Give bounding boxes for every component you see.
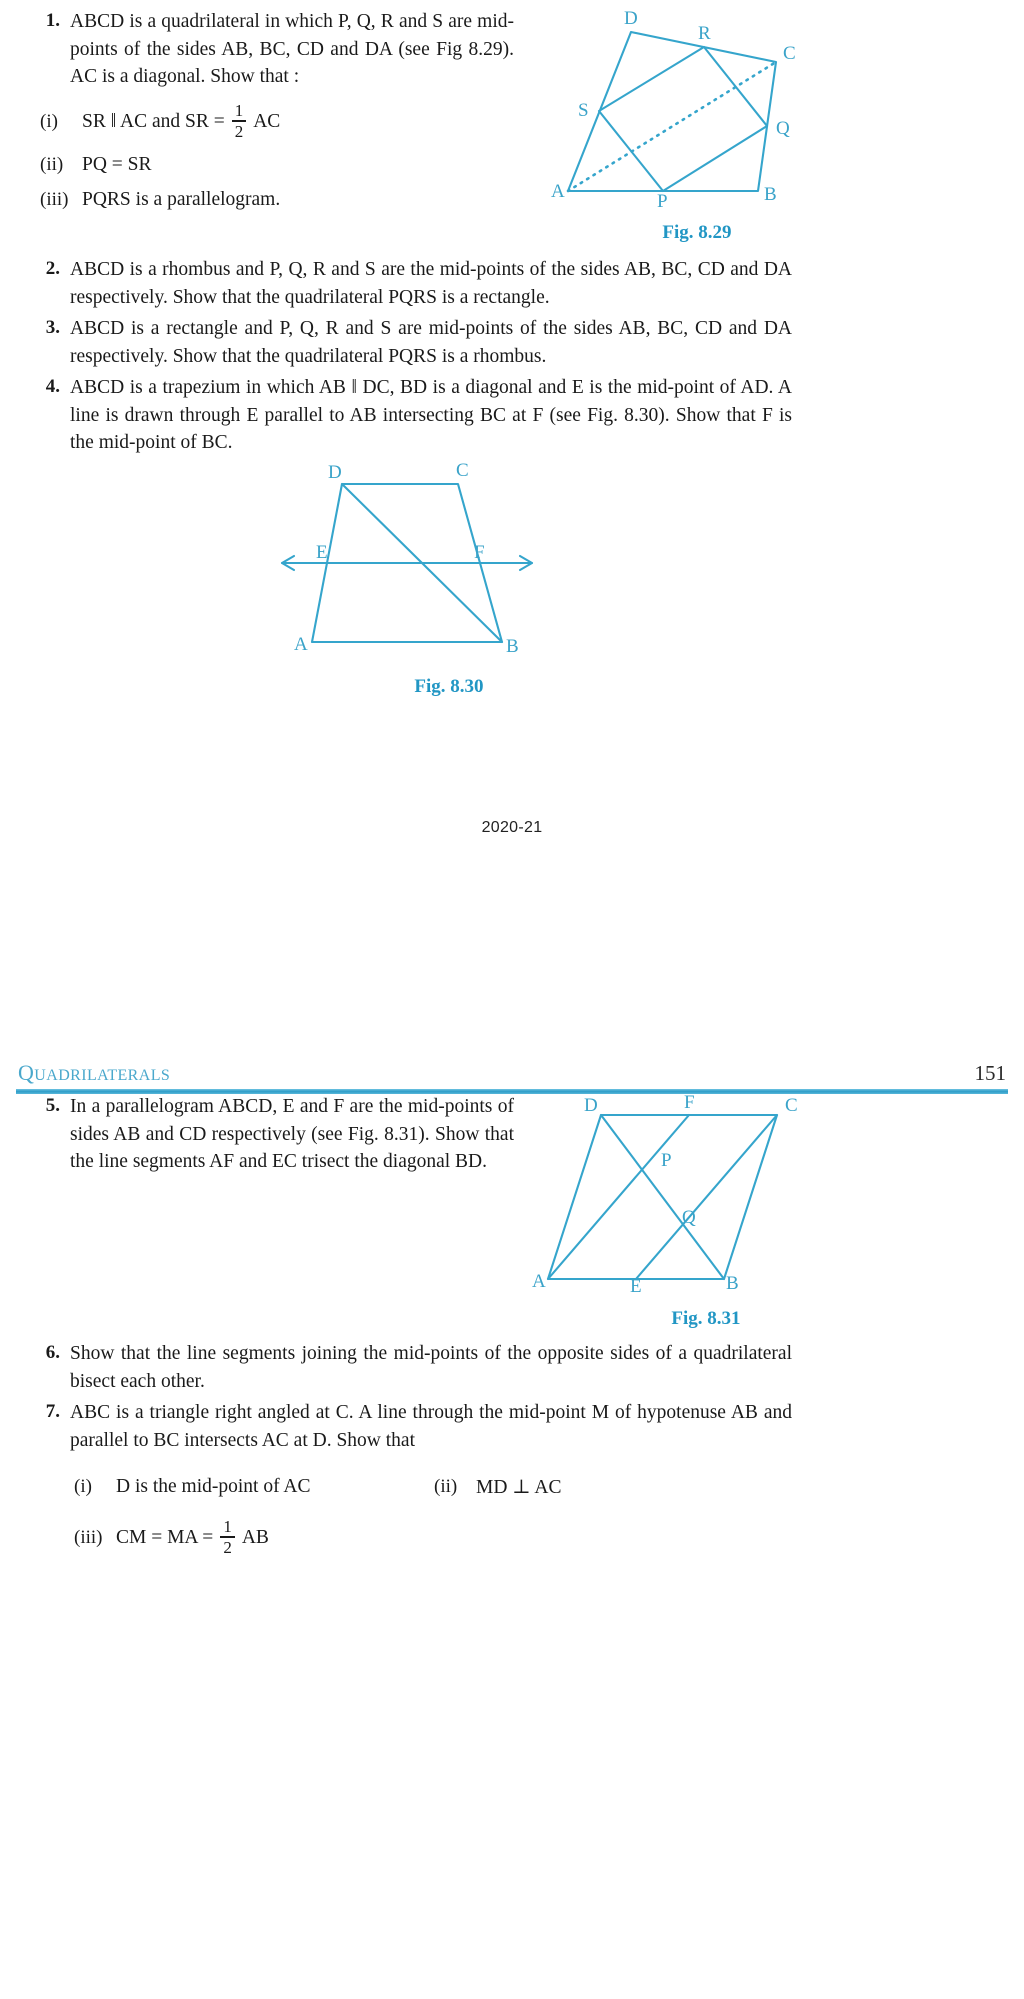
subpart-label: (i)	[74, 1476, 92, 1497]
exercise-1-subparts	[36, 103, 514, 211]
figure-8-30-caption: Fig. 8.30	[414, 676, 484, 697]
page-number: 151	[974, 1061, 1006, 1085]
exercise-1-subpart-iii	[36, 189, 514, 211]
label-a: A	[532, 1271, 546, 1292]
figure-8-31-caption: Fig. 8.31	[671, 1308, 741, 1329]
label-q: Q	[776, 118, 790, 139]
label-c: C	[785, 1095, 798, 1116]
label-e: E	[316, 542, 328, 563]
label-c: C	[456, 460, 469, 481]
exercise-number-2: 2.	[45, 258, 60, 279]
figure-8-31-drawing	[524, 1092, 824, 1300]
subpart-text: MD ⊥ AC	[476, 1477, 562, 1498]
diagonal-ac-dashed	[568, 62, 776, 191]
exercise-item-3	[36, 315, 792, 370]
exercise-text-7: ABC is a triangle right angled at C. A line through the mid-point M of hypotenuse AB and parallel to BC intersects AC at D. Show that	[70, 1402, 792, 1451]
subpart-suffix: AB	[241, 1526, 269, 1548]
figure-8-30-drawing	[270, 462, 570, 662]
subpart-label: (ii)	[434, 1476, 458, 1497]
exercise-7-subpart-iii	[70, 1519, 810, 1557]
label-b: B	[726, 1273, 739, 1294]
subpart-label: (iii)	[74, 1526, 103, 1548]
label-d: D	[624, 8, 638, 29]
exercise-number-1: 1.	[45, 10, 60, 31]
exercise-item-1	[36, 8, 514, 224]
exercise-7-subparts	[70, 1475, 810, 1557]
subpart-text: D is the mid-point of AC	[116, 1476, 311, 1497]
label-s: S	[578, 100, 589, 121]
exercise-item-2	[36, 256, 792, 311]
exercise-text-2: ABCD is a rhombus and P, Q, R and S are the mid-points of the sides AB, BC, CD and DA respectively. Show that the quadrilateral PQRS is a rectangle.	[70, 259, 792, 308]
exercise-number-6: 6.	[45, 1342, 60, 1363]
exercise-text-4: ABCD is a trapezium in which AB ‖ DC, BD is a diagonal and E is the mid-point of AD. A line is drawn through E parallel to AB intersecting BC at F (see Fig. 8.30). Show that F is the mid-point of BC.	[70, 377, 792, 454]
subpart-suffix: AC	[253, 110, 281, 132]
exercise-number-3: 3.	[45, 317, 60, 338]
exercise-7-subpart-ii	[430, 1475, 562, 1499]
subpart-label: (iii)	[40, 188, 69, 210]
exercise-text-5: In a parallelogram ABCD, E and F are the mid-points of sides AB and CD respectively (see Fig. 8.31). Show that the line segments AF and EC trisect the diagonal BD.	[70, 1096, 514, 1173]
label-b: B	[506, 636, 519, 657]
figure-8-30	[270, 460, 570, 697]
label-p: P	[657, 191, 668, 212]
running-head	[0, 1060, 1024, 1094]
exercise-text-3: ABCD is a rectangle and P, Q, R and S are mid-points of the sides AB, BC, CD and DA respectively. Show that the quadrilateral PQRS is a rhombus.	[70, 318, 792, 367]
subpart-label: (ii)	[40, 153, 64, 175]
chapter-title: QUADRILATERALS	[18, 1060, 171, 1085]
label-e: E	[630, 1276, 642, 1297]
figure-8-31	[524, 1092, 824, 1329]
label-p: P	[661, 1150, 672, 1171]
exercise-item-6	[36, 1340, 792, 1395]
exercise-text-6: Show that the line segments joining the mid-points of the opposite sides of a quadrilateral bisect each other.	[70, 1343, 792, 1392]
label-a: A	[294, 634, 308, 655]
exercise-1-subpart-i	[36, 103, 514, 141]
subpart-text: CM = MA =	[116, 1526, 214, 1548]
figure-8-29-drawing	[524, 4, 824, 212]
exercise-1-subpart-ii	[36, 154, 514, 176]
exercise-number-5: 5.	[45, 1095, 60, 1116]
label-r: R	[698, 23, 711, 44]
label-c: C	[783, 43, 796, 64]
exercise-item-5	[36, 1093, 514, 1176]
exercise-item-4	[36, 374, 792, 457]
exercise-number-7: 7.	[45, 1401, 60, 1422]
figure-8-29	[524, 4, 824, 243]
label-f: F	[684, 1092, 695, 1113]
label-d: D	[328, 462, 342, 483]
subpart-text: PQRS is a parallelogram.	[82, 188, 281, 210]
label-b: B	[764, 184, 777, 205]
fraction-one-half: $\frac{1}{2}$	[232, 102, 247, 140]
label-d: D	[584, 1095, 598, 1116]
label-q: Q	[682, 1207, 696, 1228]
subpart-text: PQ = SR	[82, 153, 152, 175]
fraction-one-half: $\frac{1}{2}$	[220, 1518, 235, 1556]
subpart-label: (i)	[40, 110, 58, 132]
exercise-item-7	[36, 1399, 792, 1454]
year-stamp: 2020-21	[481, 819, 543, 836]
exercise-number-4: 4.	[45, 376, 60, 397]
subpart-text: SR ‖ AC and SR =	[82, 110, 225, 132]
label-a: A	[551, 181, 565, 202]
exercise-7-subpart-i	[70, 1476, 430, 1498]
exercise-text-1: ABCD is a quadrilateral in which P, Q, R and S are mid-points of the sides AB, BC, CD and DA (see Fig 8.29). AC is a diagonal. Show that :	[70, 11, 514, 88]
figure-8-29-caption: Fig. 8.29	[662, 222, 732, 243]
label-f: F	[474, 542, 485, 563]
